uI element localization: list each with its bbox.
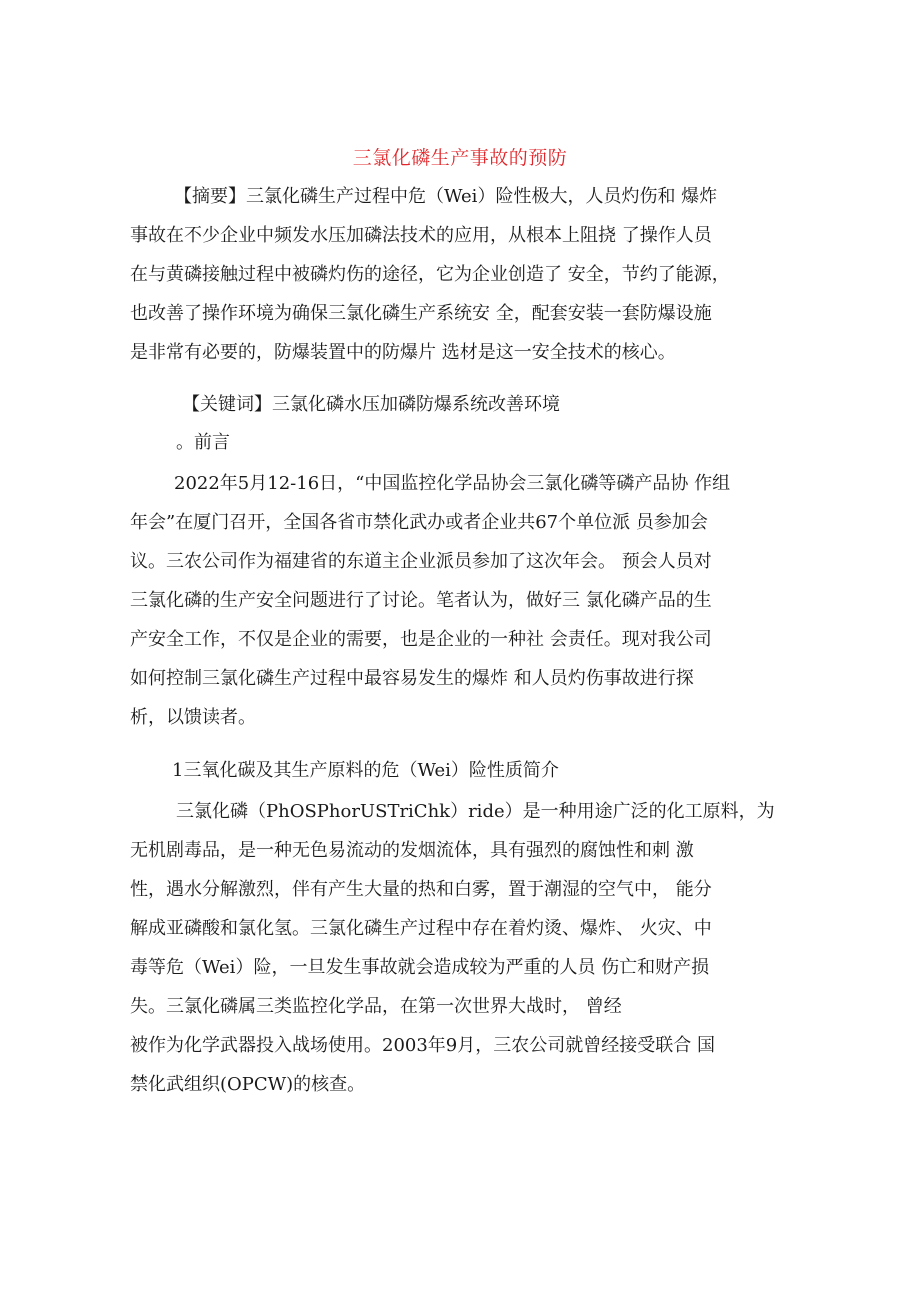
document-title: 三氯化磷生产事故的预防: [352, 147, 568, 169]
abstract-line: 【摘要】三氯化磷生产过程中危（Wei）险性极大，人员灼伤和 爆炸: [174, 186, 718, 207]
section1-line: 解成亚磷酸和氯化氢。三氯化磷生产过程中存在着灼烫、爆炸、 火灾、中: [130, 918, 712, 939]
preface-heading: 。前言: [176, 432, 230, 453]
section1-line: 失。三氯化磷属三类监控化学品，在第一次世界大战时， 曾经: [130, 996, 622, 1017]
abstract-line: 在与黄磷接触过程中被磷灼伤的途径，它为企业创造了 安全，节约了能源，: [130, 264, 730, 285]
preface-line: 产安全工作，不仅是企业的需要，也是企业的一种社 会责任。现对我公司: [130, 629, 712, 650]
abstract-line: 事故在不少企业中频发水压加磷法技术的应用，从根本上阻挠 了操作人员: [130, 225, 712, 246]
preface-line: 析，以馈读者。: [130, 707, 256, 728]
section1-line: 禁化武组织(OPCW)的核查。: [130, 1074, 366, 1095]
preface-line: 议。三农公司作为福建省的东道主企业派员参加了这次年会。 预会人员对: [130, 551, 712, 572]
keywords-line: 【关键词】三氯化磷水压加磷防爆系统改善环境: [182, 394, 560, 415]
preface-line: 如何控制三氯化磷生产过程中最容易发生的爆炸 和人员灼伤事故进行探: [130, 668, 694, 689]
section1-heading: 1三氧化碳及其生产原料的危（Wei）险性质简介: [172, 760, 559, 781]
section1-line: 性，遇水分解激烈，伴有产生大量的热和白雾，置于潮湿的空气中， 能分: [130, 879, 712, 900]
abstract-line: 是非常有必要的，防爆装置中的防爆片 选材是这一安全技术的核心。: [130, 342, 676, 363]
abstract-line: 也改善了操作环境为确保三氯化磷生产系统安 全，配套安装一套防爆设施: [130, 303, 712, 324]
preface-line: 2022年5月12-16日，“中国监控化学品协会三氯化磷等磷产品协 作组: [174, 473, 731, 494]
preface-line: 年会”在厦门召开，全国各省市禁化武办或者企业共67个单位派 员参加会: [130, 512, 708, 533]
preface-line: 三氯化磷的生产安全问题进行了讨论。笔者认为，做好三 氯化磷产品的生: [130, 590, 712, 611]
section1-line: 三氯化磷（PhOSPhorUSTriChk）ride）是一种用途广泛的化工原料，为: [176, 801, 775, 822]
section1-line: 被作为化学武器投入战场使用。2003年9月，三农公司就曾经接受联合 国: [130, 1035, 715, 1056]
section1-line: 毒等危（Wei）险，一旦发生事故就会造成较为严重的人员 伤亡和财产损: [130, 957, 710, 978]
section1-line: 无机剧毒品，是一种无色易流动的发烟流体，具有强烈的腐蚀性和刺 激: [130, 840, 694, 861]
